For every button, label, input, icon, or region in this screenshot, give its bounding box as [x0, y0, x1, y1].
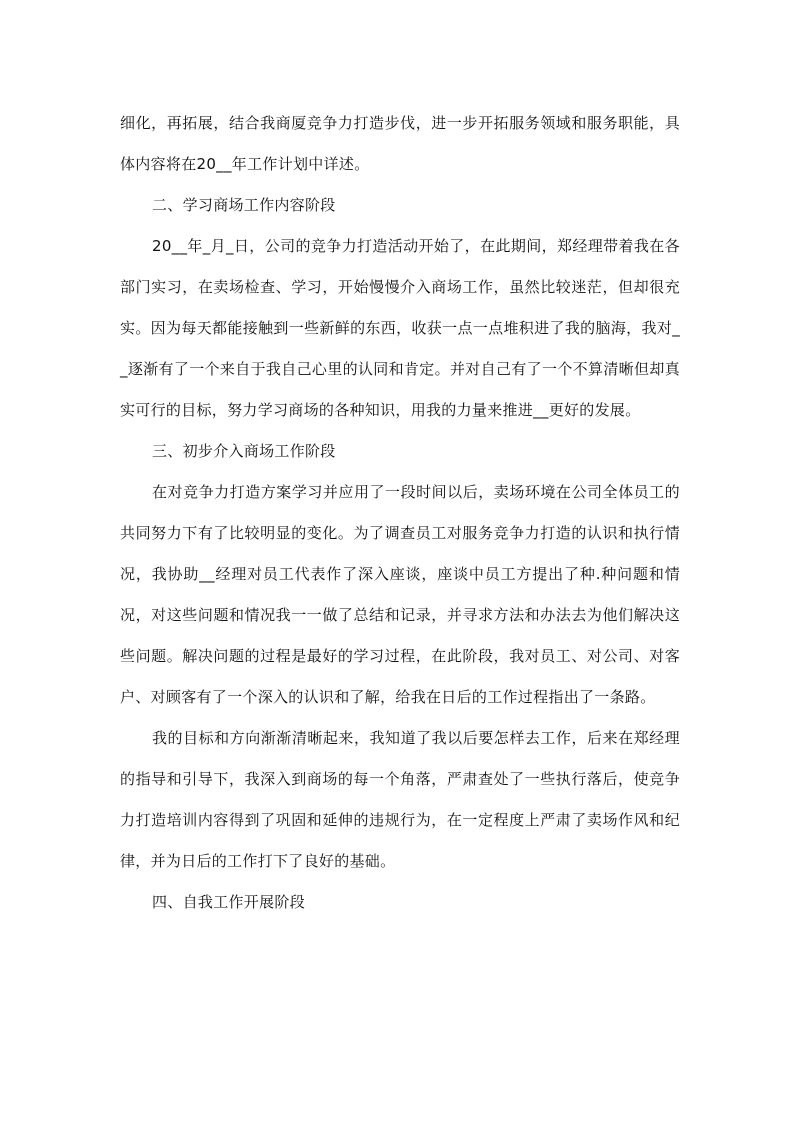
- section-heading-2: 二、学习商场工作内容阶段: [152, 196, 336, 214]
- section-heading-4: 四、自我工作开展阶段: [152, 893, 306, 911]
- section-heading-3: 三、初步介入商场工作阶段: [152, 442, 336, 460]
- paragraph-goals-direction: 我的目标和方向渐渐清晰起来，我知道了我以后要怎样去工作，后来在郑经理的指导和引导下，我深入到商场的每一个角落，严肃查处了一些执行落后，使竞争力打造培训内容得到了巩固和延伸的违规行为，在一定程度上严肃了卖场作风和纪律，并为日后的工作打下了良好的基础。: [120, 729, 680, 870]
- paragraph-learning-stage: 20__年_月_日，公司的竞争力打造活动开始了，在此期间，郑经理带着我在各部门实习，在卖场检查、学习，开始慢慢介入商场工作，虽然比较迷茫，但却很充实。因为每天都能接触到一些新鲜的东西，收获一点一点堆积进了我的脑海，我对__逐渐有了一个来自于我自己心里的认同和肯定。并对自己有了一个不算清晰但却真实可行的目标，努力学习商场的各种知识，用我的力量来推进__更好的发展。: [120, 237, 680, 419]
- paragraph-initial-involvement: 在对竞争力打造方案学习并应用了一段时间以后，卖场环境在公司全体员工的共同努力下有了比较明显的变化。为了调查员工对服务竞争力打造的认识和执行情况，我协助__经理对员工代表作了深入座谈，座谈中员工方提出了种.种问题和情况，对这些问题和情况我一一做了总结和记录，并寻求方法和办法去为他们解决这些问题。解决问题的过程是最好的学习过程，在此阶段，我对员工、对公司、对客户、对顾客有了一个深入的认识和了解，给我在日后的工作过程指出了一条路。: [120, 483, 680, 706]
- paragraph-intro-continuation: 细化，再拓展，结合我商厦竞争力打造步伐，进一步开拓服务领域和服务职能，具体内容将在20__年工作计划中详述。: [120, 114, 680, 173]
